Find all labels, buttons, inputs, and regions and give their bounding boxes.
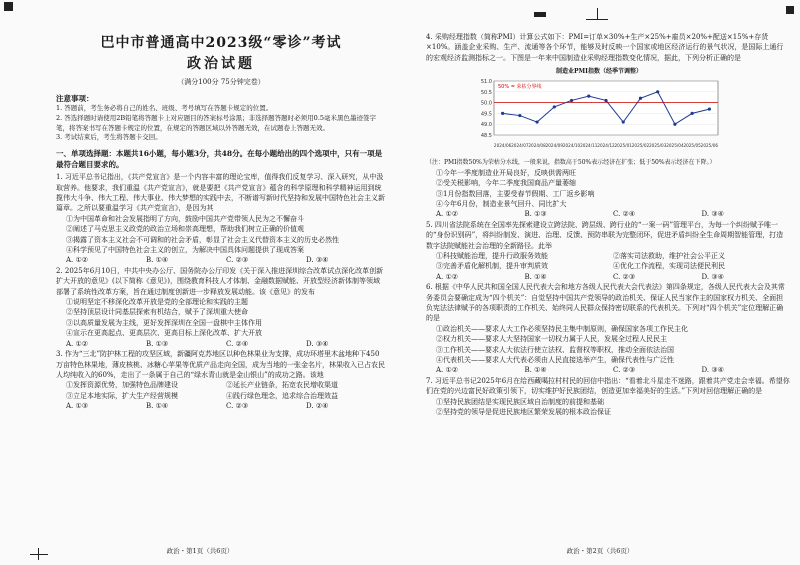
option: ①科技赋能治理，提升行政服务效能 — [436, 251, 548, 260]
question-4 — [426, 32, 790, 220]
y-tick-label: 49.0 — [480, 122, 492, 129]
option-row — [56, 380, 386, 390]
choice-c: C. ②③ — [613, 272, 636, 281]
option-row — [426, 251, 790, 261]
question-stem: 7. 习近平总书记2025年6月在给西藏噶拉村村民的回信中指出：“看着北斗星走不迷路，跟着共产党走会幸福。希望你们在党的兴边富民好政策引领下，切实维护好民族团结，创造更加幸福美好的生活。”下列对回信理解正确的是 — [426, 376, 790, 396]
choice-b: B. ①④ — [524, 272, 547, 281]
data-point — [587, 95, 590, 98]
option: ②权力机关——要求人大坚持国家一切权力属于人民，发展全过程人民民主 — [436, 335, 667, 344]
choice-d: D. ③④ — [701, 210, 724, 219]
y-tick-label: 50.5 — [480, 90, 492, 97]
data-point — [604, 99, 607, 102]
answer-choices — [426, 365, 790, 375]
x-tick-label: 2024/10 — [562, 143, 581, 149]
choice-d: D. ③④ — [306, 339, 329, 348]
choice-b: B. ①③ — [524, 210, 547, 219]
data-point — [518, 114, 521, 117]
question-stem: 1. 习近平总书记指出，《共产党宣言》是一个内容丰富的理论宝库，值得我们反复学习、深入研究，从中汲取营养。他要求，我们重温《共产党宣言》，就是要把《共产党宣言》蕴含的科学原理和科学精神运用到统揽伟大斗争、伟大工程、伟大事业、伟大梦想的实践中去，不断谱写新时代坚持和发展中国特色社会主义新篇章。之所以要重温学习《共产党宣言》，是因为其 — [56, 173, 385, 213]
choice-c: C. ②③ — [226, 256, 249, 265]
choice-c: C. ②③ — [226, 402, 249, 411]
option: ④践行绿色理念，追求综合治理效益 — [226, 391, 338, 400]
choice-b: B. ①④ — [146, 402, 169, 411]
data-point — [656, 90, 659, 93]
note-3: 3. 考试结束后，考生将答题卡交回。 — [56, 133, 162, 142]
option: ②延长产业链条，拓宽农民增收渠道 — [226, 381, 338, 390]
data-point — [673, 123, 676, 126]
page-footer: 政治・第2页（共6页） — [566, 547, 634, 555]
option: ①今年一季度制造业开局良好，反映供需两旺 — [436, 168, 576, 177]
choice-b: B. ①④ — [146, 256, 169, 265]
question-stem: 2. 2025年6月10日，中共中央办公厅、国务院办公厅印发《关于深入推进深圳综合改革试点深化改革创新扩大开放的意见》(以下简称《意见》)，围绕教育科技人才体制、金融数据赋能、开放型经济新体制等领域部署了系统性改革方案，旨在通过制度创新进一步释放发展动能。该《意见》的发布 — [56, 266, 384, 296]
choice-a: A. ①② — [436, 366, 459, 375]
x-tick-label: 2024/08 — [528, 143, 546, 149]
option: ④优化工作流程，实现司法便民利民 — [613, 262, 725, 271]
option: ④宣示在更高起点、更高层次、更高目标上深化改革、扩大开放 — [66, 329, 262, 338]
choice-a: A. ①② — [66, 256, 89, 265]
question-7 — [426, 376, 790, 418]
answer-choices — [426, 272, 790, 282]
legend-label: 50% = 荣枯分界线 — [498, 84, 542, 91]
option: ②坚持顶层设计同基层探索有机结合，赋予了深圳重大使命 — [66, 308, 248, 317]
data-point — [639, 97, 642, 100]
question-6 — [426, 282, 790, 376]
x-tick-label: 2025/01 — [614, 143, 632, 149]
option: ③1月份指数回落，主要受春节假期、工厂返乡影响 — [436, 189, 595, 198]
subject-title: 政治试题 — [187, 56, 255, 72]
option: ③揭露了资本主义社会不可调和的社会矛盾，彰显了社会主义代替资本主义的历史必然性 — [66, 235, 339, 244]
option: ④代表机关——要求人大代表必须由人民直接选举产生，确保代表性与广泛性 — [436, 356, 674, 365]
x-tick-label: 2025/06 — [700, 143, 719, 149]
question-1 — [56, 172, 386, 266]
choice-b: B. ①③ — [146, 339, 169, 348]
option: ②受关税影响，今年二季度我国商品产量萎缩 — [436, 179, 576, 188]
option: ①坚持民族团结是实现民族区域自治制度的前提和基础 — [436, 397, 604, 406]
note-2: 2. 答选择题时请使用2B铅笔将答题卡上对应题目的答案标号涂黑；非选择题答题时必须用0.5毫米黑色墨迹签字笔，将答案书写在答题卡规定的位置，在规定的答题区域以外答题无效，在试题卷上答题无效。 — [56, 113, 377, 132]
x-tick-label: 2024/07 — [511, 143, 529, 149]
choice-a: A. ①③ — [66, 402, 89, 411]
pmi-chart — [474, 66, 724, 157]
question-stem: 4. 采购经理指数（简称PMI）计算公式如下：PMI=订单×30%+生产×25%+雇员×20%+配送×15%+存货×10%。涵盖企业采购、生产、流通等各个环节，能够及时反映一个国家或地区经济运行的景气状况，是国际上通行的宏观经济监测指标之一。下图是一年来中国制造业采购经理指数变化情况，据此，下列分析正确的是 — [426, 33, 784, 62]
choice-d: D. ③④ — [701, 272, 724, 281]
data-point — [570, 99, 573, 102]
answer-choices — [426, 209, 790, 219]
exam-info: （满分100分 75分钟完卷） — [177, 78, 265, 86]
data-point — [535, 121, 538, 124]
chart-title: 制造业PMI指数（经季节调整） — [556, 68, 642, 76]
x-tick-label: 2024/06 — [493, 143, 512, 149]
choice-d: D. ②④ — [306, 402, 329, 411]
choice-d: D. ③④ — [701, 366, 724, 375]
data-point — [691, 112, 694, 115]
answer-choices — [56, 339, 386, 349]
page-2 — [400, 0, 800, 565]
choice-a: A. ①② — [66, 339, 89, 348]
data-point — [501, 112, 504, 115]
data-point — [708, 108, 711, 111]
option-row — [426, 261, 790, 271]
x-tick-label: 2024/12 — [597, 143, 615, 149]
y-tick-label: 50.0 — [480, 100, 492, 107]
choice-c: C. ②③ — [613, 366, 636, 375]
x-tick-label: 2025/04 — [666, 143, 684, 149]
option: ①为中国革命和社会发展指明了方向，鼓励中国共产党带领人民为之不懈奋斗 — [66, 214, 304, 223]
choice-c: C. ②④ — [613, 210, 636, 219]
chart-note: （注：PMI指数50%为荣枯分水线，一般来说，指数高于50%表示经济在扩张；低于50%表示经济在下降。） — [426, 159, 716, 167]
question-stem: 6. 根据《中华人民共和国全国人民代表大会和地方各级人民代表大会代表法》第四条规定，各级人民代表大会及其常务委员会要确定成为“四个机关”：自觉坚持中国共产党领导的政治机关、保证人民当家作主的国家权力机关、全面担负宪法法律赋予的各项职责的工作机关、始终同人民群众保持密切联系的代表机关。下列对“四个机关”定位理解正确的是 — [426, 283, 785, 323]
choice-c: C. ②④ — [226, 339, 249, 348]
answer-choices — [56, 255, 386, 265]
option: ④今年6月份，制造业景气回升、同比扩大 — [436, 199, 567, 208]
note-1: 1. 答题前，考生务必将自己的姓名、班级、考号填写在答题卡规定的位置。 — [56, 104, 273, 112]
x-tick-label: 2025/05 — [683, 143, 701, 149]
x-tick-label: 2024/09 — [545, 143, 564, 149]
option: ③完善矛盾化解机制，提升审判质效 — [436, 262, 548, 271]
option: ③立足本地实际，扩大生产经营规模 — [66, 391, 178, 400]
option: ③工作机关——要求人大依法行使立法权、监督权等职权，推动全面依法治国 — [436, 345, 674, 354]
option: ①说明坚定不移深化改革开放是党的全部理论和实践的主题 — [66, 298, 248, 307]
choice-d: D. ③④ — [306, 256, 329, 265]
choice-a: A. ①② — [436, 210, 459, 219]
option: ②落实司法救助，维护社会公平正义 — [613, 251, 725, 260]
option: ②坚持党的领导是促进民族地区繁荣发展的根本政治保证 — [436, 408, 611, 417]
question-stem: 5. 四川省法院系统在全国率先探索建设立跨法院、跨层级、跨行业的“一案一码”管理平台，为每一个纠纷赋予唯一的“身份识别码”，将纠纷制发、演进、治理、反馈、预防串联为完整闭环，促进矛盾纠纷全生命周期智能管理，打造数字法院赋能社会治理的全新路径。此举 — [426, 220, 784, 250]
choice-a: A. ①② — [436, 272, 459, 281]
option: ④科学预见了中国特色社会主义的创立，为解决中国具体问题提供了现成答案 — [66, 246, 304, 255]
option: ①政治机关——要求人大工作必须坚持民主集中制原则，确保国家各项工作民主化 — [436, 324, 688, 333]
x-tick-label: 2025/02 — [631, 143, 650, 149]
y-tick-label: 49.5 — [480, 111, 492, 118]
question-3 — [56, 349, 386, 411]
choice-b: B. ①④ — [524, 366, 547, 375]
x-tick-label: 2024/11 — [580, 143, 598, 149]
pmi-line-chart — [474, 75, 724, 153]
option: ①发挥资源优势，加强特色品牌建设 — [66, 381, 178, 390]
data-point — [553, 106, 556, 109]
question-stem: 3. 作为“三北”防护林工程的攻坚区域，新疆阿克苏地区以种色林果业为支撑，成功环塔里木盆地种下450万亩特色林果地，薄皮核桃、冰糖心苹果等优质产品走向全国，成为当地的一张金名片，林果收入已占农民人均纯收入的60%，走出了一条属于自己的“绿水青山就是金山银山”的成功之路。该地 — [56, 350, 385, 379]
option: ③以高质量发展为主线，更好发挥深圳在全国一盘棋中主体作用 — [66, 318, 262, 327]
page-footer: 政治・第1页（共6页） — [166, 547, 234, 555]
option: ②阐述了马克思主义政党的政治立场和崇高理想，帮助我们树立正确的价值观 — [66, 225, 304, 234]
data-point — [622, 121, 625, 124]
question-5 — [426, 220, 790, 282]
notes-heading: 注意事项： — [56, 94, 94, 103]
option-row — [56, 391, 386, 401]
section-heading: 一、单项选择题：本题共16小题，每小题3分，共48分。在每小题给出的四个选项中，只有一项是最符合题目要求的。 — [56, 149, 383, 170]
answer-choices — [56, 401, 386, 411]
exam-title: 巴中市普通高中2023级“零诊”考试 — [100, 35, 342, 51]
question-2 — [56, 266, 386, 349]
y-tick-label: 51.0 — [480, 79, 492, 86]
y-tick-label: 48.5 — [480, 133, 492, 140]
x-tick-label: 2025/03 — [648, 143, 667, 149]
